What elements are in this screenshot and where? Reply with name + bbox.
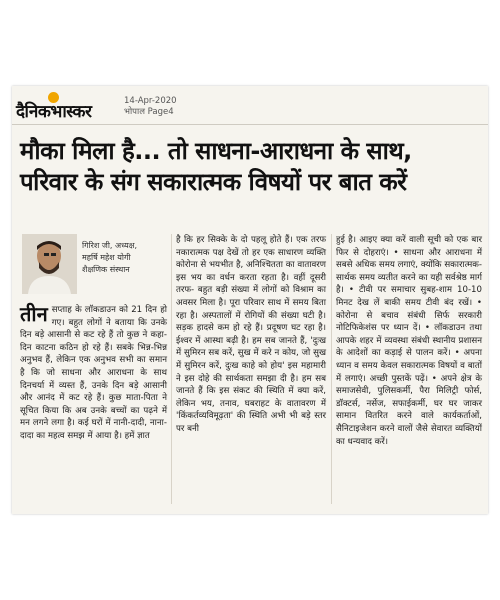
headline-line-2: परिवार के संग सकारात्मक विषयों पर बात करें xyxy=(20,168,407,196)
article-column-2 xyxy=(176,234,326,436)
author-box xyxy=(22,234,157,294)
column-divider xyxy=(171,234,172,504)
author-name: गिरिश जी, अध्यक्ष, xyxy=(82,241,138,250)
edition-date: 14-Apr-2020 xyxy=(124,96,177,106)
column-2-text: है कि हर सिक्के के दो पहलू होते हैं। एक तरफ नकारात्मक पक्ष देखें तो हर एक साधारण व्यक्ति कोरोना से भयभीत है, अनिश्चितता का वातावरण इस भय का वर्धन करता रहता है। वहीं दूसरी तरफ- बहुत बड़ी संख्या में लोगों को विश्राम का अवसर मिला है। पूरा परिवार साथ में समय बिता रहा है। अस्पतालों में रोगियों की संख्या घटी है। सड़क हादसे कम हो रहे हैं। प्रदूषण घट रहा है। ईश्वर में आस्था बढ़ी है। हम सब जानते हैं, 'दुःख में सुमिरन सब करें, सुख में करे न कोय, जो सुख में सुमिरन करें, दुःख काहे को होय' इस महामारी ने इस दोहे की सार्थकता समझा दी है। हम सब जानते हैं कि इस संकट की स्थिति में क्या करें, लेकिन भय, तनाव, घबराहट के वातावरण में 'किंकर्तव्यविमूढ़ता' की स्थिति अभी भी बड़े स्तर पर बनी xyxy=(176,235,326,434)
column-divider xyxy=(331,234,332,504)
headline-line-1: मौका मिला है... तो साधना-आराधना के साथ, xyxy=(20,137,412,165)
newspaper-logo: दैनिकभास्कर xyxy=(16,102,92,122)
masthead-divider xyxy=(12,124,488,125)
author-org-line-1: महर्षि महेश योगी xyxy=(82,253,131,262)
column-3-text: हुई है। आइए क्या करें वाली सूची को एक बार फिर से दोहराएं। • साधना और आराधना में सबसे अधिक समय लगाएं, क्योंकि सकारात्मक-सार्थक समय व्यतीत करने का यही सर्वश्रेष्ठ मार्ग है। • टीवी पर समाचार सुबह-शाम 10-10 मिनट देख लें बाकी समय टीवी बंद रखें। • कोरोना से बचाव संबंधी सिर्फ सरकारी नोटिफिकेशंस पर ध्यान दें। • लॉकडाउन तथा आपके शहर में व्यवस्था संबंधी स्थानीय प्रशासन के आदेशों का कड़ाई से पालन करें। • अपना ध्यान व समय केवल सकारात्मक विषयों व बातों में लगाएं। अच्छी पुस्तकें पढ़ें। • अपने क्षेत्र के समाजसेवी, पुलिसकर्मी, पैरा मिलिट्री फोर्स, डॉक्टर्स, नर्सेज, सफाईकर्मी, घर घर जाकर सामान वितरित करने वाले कार्यकर्ताओं, सैनिटाइजेशन करने वालों जैसे सेवारत व्यक्तियों का धन्यवाद करें। xyxy=(336,235,482,447)
dateline xyxy=(124,96,177,118)
author-org-line-2: शैक्षणिक संस्थान xyxy=(82,265,130,274)
headline xyxy=(20,136,482,198)
author-credit xyxy=(82,240,162,276)
edition-page: भोपाल Page4 xyxy=(124,107,174,117)
author-photo xyxy=(22,234,77,294)
newspaper-clipping xyxy=(12,86,488,514)
article-column-3 xyxy=(336,234,482,448)
column-1-text: सप्ताह के लॉकडाउन को 21 दिन हो गए। बहुत लोगों ने बताया कि उनके दिन बड़े आसानी से कट रहे हैं तो कुछ ने कहा- दिन काटना कठिन हो रहे हैं। सबके भिन्न-भिन्न अनुभव हैं, लेकिन एक अनुभव सभी का समान है कि जो साधना और आराधना के साथ दिनचर्या में व्यस्त हैं, उनके दिन बड़े आसानी और आनंद में कट रहे हैं। कुछ माता-पिता ने सूचित किया कि अब उनके बच्चों का पढ़ने में मन लगने लगा है। कई घरों में नानी-दादी, नाना-दादा का महत्व समझ में आया है। हमें ज्ञात xyxy=(20,305,167,441)
drop-cap: तीन xyxy=(20,302,48,326)
masthead xyxy=(12,86,488,122)
article-column-1 xyxy=(20,304,167,443)
